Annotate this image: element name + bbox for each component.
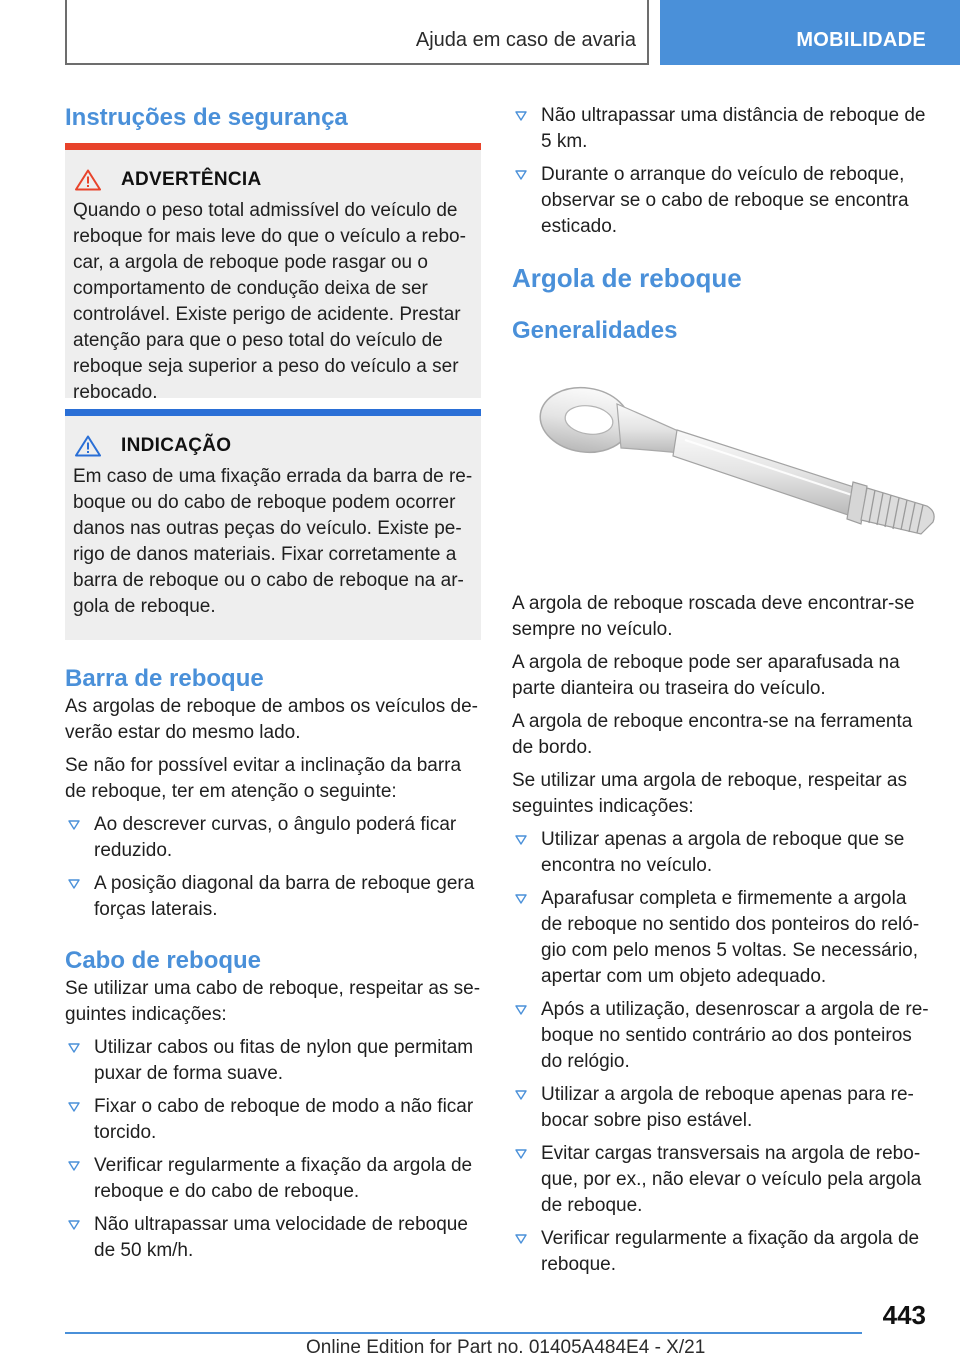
list-item <box>512 162 930 240</box>
right-top-section <box>512 103 930 247</box>
bullet-triangle-icon <box>68 1102 80 1112</box>
tow-rope-list <box>65 1035 481 1264</box>
bullet-triangle-icon <box>68 820 80 830</box>
general-subheading: Generalidades <box>512 317 678 344</box>
page-number: 443 <box>882 1300 926 1330</box>
list-item <box>512 1226 930 1278</box>
bullet-triangle-icon <box>515 111 527 121</box>
bullet-triangle-icon <box>68 1220 80 1230</box>
list-item <box>65 812 481 864</box>
tow-eye-section <box>512 591 930 1285</box>
list-item-text: Não ultrapassar uma distância de reboque de 5 km. <box>541 105 926 152</box>
list-item-text: Utilizar a argola de reboque apenas para rebocar sobre piso estável. <box>541 1084 914 1131</box>
notice-triangle-icon <box>75 435 101 457</box>
tow-bar-list <box>65 812 481 923</box>
list-item-text: Verificar regularmente a fixação da argola de reboque e do cabo de reboque. <box>94 1155 473 1202</box>
warning-text: Quando o peso total admissível do veículo de reboque for mais leve do que o veículo a rebocar, a argola de reboque pode rasgar ou o comportamento de condução deixa de ser controlável. Existe perigo de acidente. Prestar atenção para que o peso total do veículo de reboque seja superior a peso do veículo a ser rebocado. <box>73 200 466 403</box>
warning-triangle-icon <box>75 169 101 191</box>
list-item <box>512 886 930 990</box>
header-rule-bottom <box>65 63 649 65</box>
warning-bar <box>65 143 481 150</box>
list-item <box>512 1082 930 1134</box>
list-item <box>65 1094 481 1146</box>
tow-eye-heading-block <box>512 262 930 294</box>
list-item-text: Após a utilização, desenroscar a argola de reboque no sentido contrário ao dos ponteiros do relógio. <box>541 999 929 1072</box>
tow-rope-section <box>65 946 481 1271</box>
bullet-triangle-icon <box>515 1234 527 1244</box>
bullet-triangle-icon <box>515 170 527 180</box>
bullet-triangle-icon <box>68 1043 80 1053</box>
list-item <box>65 1153 481 1205</box>
general-heading-block <box>512 316 930 346</box>
notice-bar <box>65 409 481 416</box>
tow-eye-paragraph-1: A argola de reboque roscada deve encontrar-se sempre no veículo. <box>512 593 915 640</box>
safety-heading: Instruções de segurança <box>65 104 348 131</box>
list-item-text: A posição diagonal da barra de reboque gera forças laterais. <box>94 873 475 920</box>
left-heading-block <box>65 103 481 133</box>
list-item <box>65 871 481 923</box>
bullet-triangle-icon <box>68 1161 80 1171</box>
bullet-triangle-icon <box>515 1149 527 1159</box>
tow-bar-section <box>65 664 481 930</box>
tow-eye-list <box>512 827 930 1278</box>
notice-title: INDICAÇÃO <box>121 435 232 456</box>
list-item <box>65 1035 481 1087</box>
warning-title: ADVERTÊNCIA <box>121 169 262 190</box>
list-item <box>512 103 930 155</box>
list-item-text: Não ultrapassar uma velocidade de reboque de 50 km/h. <box>94 1214 468 1261</box>
tow-bar-heading: Barra de reboque <box>65 665 264 692</box>
chapter-title: Ajuda em caso de avaria <box>415 29 636 51</box>
list-item <box>65 1212 481 1264</box>
towing-limits-list <box>512 103 930 240</box>
bullet-triangle-icon <box>515 1090 527 1100</box>
tow-eye-paragraph-2: A argola de reboque pode ser aparafusada na parte dianteira ou traseira do veículo. <box>512 652 900 699</box>
header-rule-left <box>65 0 67 65</box>
list-item-text: Durante o arranque do veículo de reboque, observar se o cabo de reboque se encontra esticado. <box>541 164 909 237</box>
tow-eye-paragraph-3: A argola de reboque encontra-se na ferramenta de bordo. <box>512 711 913 758</box>
section-tab-label: MOBILIDADE <box>796 29 926 51</box>
tow-bar-paragraph-2: Se não for possível evitar a inclinação da barra de reboque, ter em atenção o seguinte: <box>65 755 462 802</box>
tow-eye-illustration <box>535 378 940 546</box>
tow-bar-paragraph-1: As argolas de reboque de ambos os veículos deverão estar do mesmo lado. <box>65 696 478 743</box>
list-item-text: Fixar o cabo de reboque de modo a não ficar torcido. <box>94 1096 474 1143</box>
list-item-text: Utilizar cabos ou fitas de nylon que permitam puxar de forma suave. <box>94 1037 474 1084</box>
footer-edition-text: Online Edition for Part no. 01405A484E4 - X/21 <box>306 1337 706 1358</box>
footer-rule <box>65 1332 862 1334</box>
tow-rope-heading: Cabo de reboque <box>65 947 262 974</box>
list-item <box>512 997 930 1075</box>
notice-box <box>65 409 481 640</box>
tow-eye-paragraph-4: Se utilizar uma argola de reboque, respeitar as seguintes indicações: <box>512 770 908 817</box>
bullet-triangle-icon <box>515 894 527 904</box>
list-item-text: Ao descrever curvas, o ângulo poderá ficar reduzido. <box>94 814 457 861</box>
notice-text: Em caso de uma fixação errada da barra de reboque ou do cabo de reboque podem ocorrer danos nas outras peças do veículo. Existe perigo de danos materiais. Fixar corretamente a barra de reboque ou o cabo de reboque na argola de reboque. <box>73 466 473 617</box>
list-item-text: Aparafusar completa e firmemente a argola de reboque no sentido dos ponteiros do relógio com pelo menos 5 voltas. Se necessário, apertar com um objeto adequado. <box>541 888 920 987</box>
list-item-text: Verificar regularmente a fixação da argola de reboque. <box>541 1228 920 1275</box>
tow-rope-paragraph-1: Se utilizar uma cabo de reboque, respeitar as seguintes indicações: <box>65 978 481 1025</box>
list-item <box>512 827 930 879</box>
tow-eye-heading: Argola de reboque <box>512 263 742 293</box>
warning-box <box>65 143 481 403</box>
list-item-text: Utilizar apenas a argola de reboque que se encontra no veículo. <box>541 829 905 876</box>
bullet-triangle-icon <box>515 1005 527 1015</box>
header-rule-divider <box>647 0 649 65</box>
section-tab[interactable] <box>660 0 960 65</box>
list-item <box>512 1141 930 1219</box>
bullet-triangle-icon <box>68 879 80 889</box>
bullet-triangle-icon <box>515 835 527 845</box>
list-item-text: Evitar cargas transversais na argola de reboque, por ex., não elevar o veículo pela argola de reboque. <box>541 1143 922 1216</box>
